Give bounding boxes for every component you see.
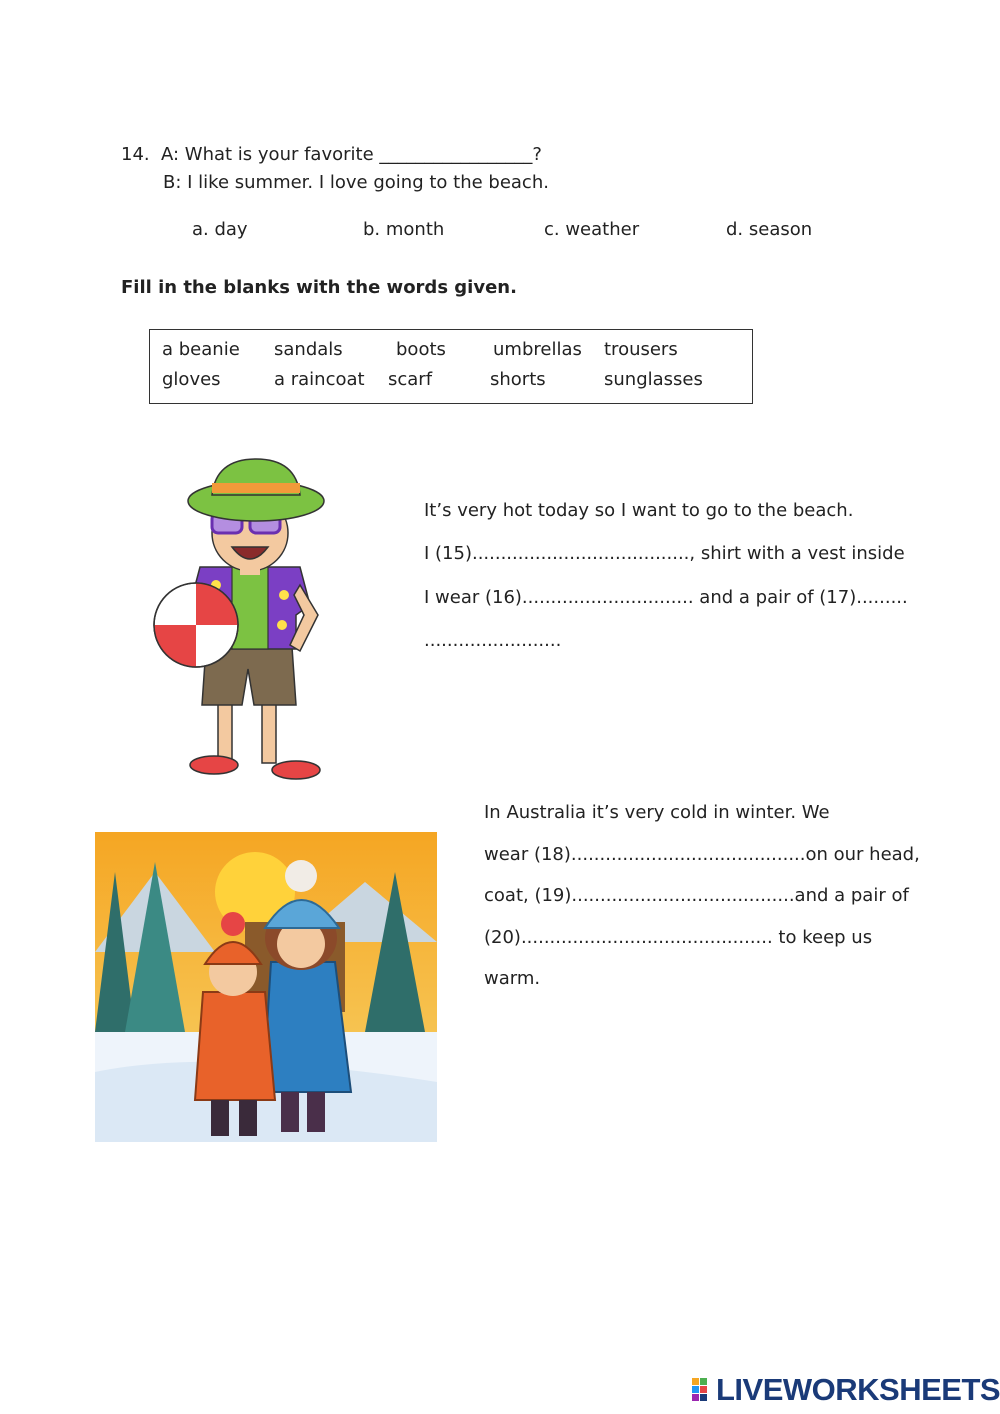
fill-blank-18[interactable]: wear (18).........................................on our head, xyxy=(484,844,920,865)
fill-blank-19[interactable]: coat, (19).......................................and a pair of xyxy=(484,885,909,906)
option-c[interactable]: c. weather xyxy=(544,219,640,240)
word-bank-item: scarf xyxy=(388,369,433,390)
word-bank-item: a beanie xyxy=(162,339,240,360)
logo-text: LIVEWORKSHEETS xyxy=(716,1372,1000,1407)
option-a[interactable]: a. day xyxy=(192,219,248,240)
word-bank-item: gloves xyxy=(162,369,221,390)
instruction-heading: Fill in the blanks with the words given. xyxy=(121,277,517,298)
logo-icon xyxy=(692,1376,716,1404)
option-b[interactable]: b. month xyxy=(363,219,445,240)
word-bank-item: sunglasses xyxy=(604,369,703,390)
fill-blank-17-continued[interactable]: ........................ xyxy=(424,630,562,651)
paragraph-line: In Australia it’s very cold in winter. We xyxy=(484,802,830,823)
word-bank-item: shorts xyxy=(490,369,546,390)
word-bank-item: a raincoat xyxy=(274,369,365,390)
question-number: 14. xyxy=(121,144,150,165)
word-bank xyxy=(149,329,753,404)
word-bank-item: umbrellas xyxy=(493,339,582,360)
paragraph-line: It’s very hot today so I want to go to the beach. xyxy=(424,500,854,521)
option-d[interactable]: d. season xyxy=(726,219,813,240)
winter-children-illustration xyxy=(95,832,437,1142)
fill-blank-15[interactable]: I (15)......................................, shirt with a vest inside xyxy=(424,543,905,564)
word-bank-item: trousers xyxy=(604,339,678,360)
liveworksheets-logo xyxy=(692,1372,1000,1408)
paragraph-line: warm. xyxy=(484,968,541,989)
question-line-b: B: I like summer. I love going to the beach. xyxy=(163,172,549,193)
fill-blank-16-17[interactable]: I wear (16).............................. and a pair of (17)......... xyxy=(424,587,908,608)
summer-boy-illustration xyxy=(150,455,330,787)
question-line-a: A: What is your favorite _________________? xyxy=(161,144,542,165)
word-bank-item: boots xyxy=(396,339,446,360)
word-bank-item: sandals xyxy=(274,339,343,360)
fill-blank-20[interactable]: (20)............................................ to keep us xyxy=(484,927,873,948)
